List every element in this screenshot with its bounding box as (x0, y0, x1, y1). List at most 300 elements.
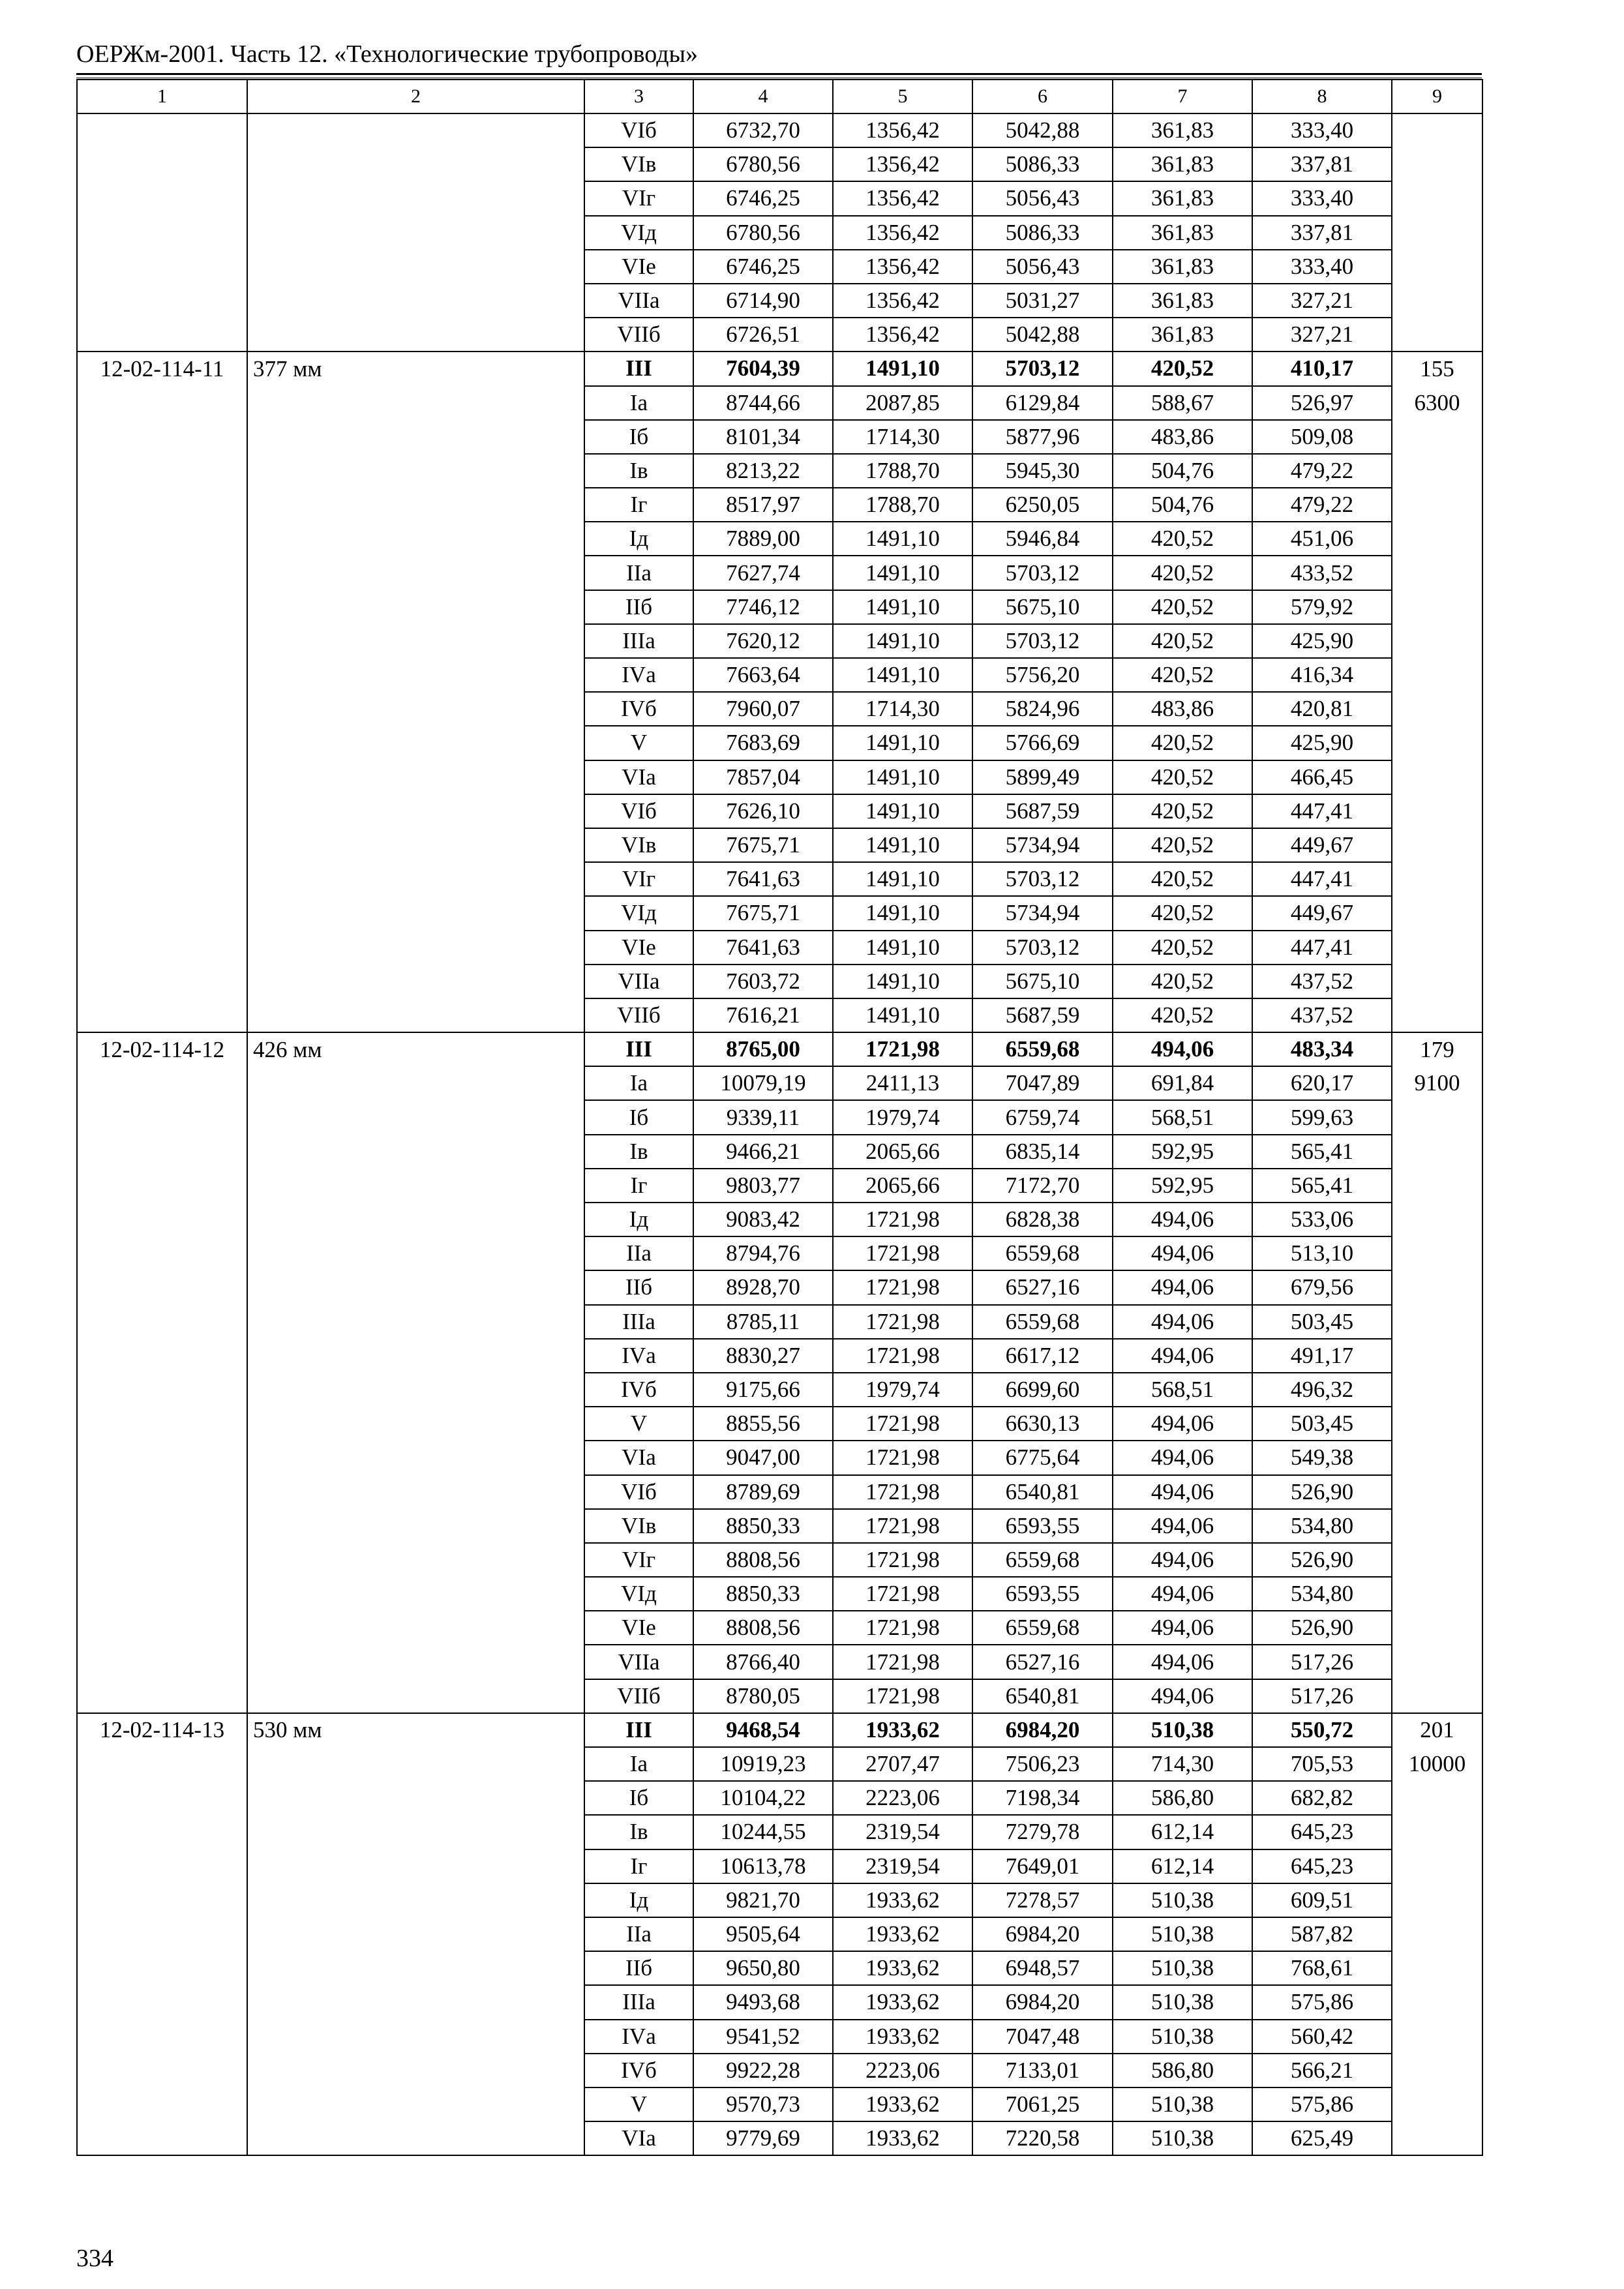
table-cell: 1356,42 (833, 284, 972, 318)
table-row (77, 386, 1482, 420)
table-cell: 1933,62 (833, 1883, 972, 1917)
column-header: 5 (833, 80, 972, 113)
table-cell: 416,34 (1252, 658, 1392, 692)
table-cell (1392, 896, 1482, 930)
table-cell (1392, 828, 1482, 862)
table-cell: 420,81 (1252, 692, 1392, 726)
table-cell: 503,45 (1252, 1305, 1392, 1339)
column-number-row (77, 80, 1482, 113)
table-cell: 420,52 (1113, 726, 1252, 760)
table-cell (247, 488, 584, 522)
table-cell (247, 1100, 584, 1134)
table-cell: 6593,55 (972, 1577, 1113, 1611)
table-cell: 705,53 (1252, 1747, 1392, 1781)
table-cell (1392, 1645, 1482, 1679)
table-row (77, 1883, 1482, 1917)
table-cell: 612,14 (1113, 1849, 1252, 1883)
table-cell (1392, 181, 1482, 215)
table-cell: 530 мм (247, 1713, 584, 1747)
table-row (77, 522, 1482, 556)
table-cell (1392, 556, 1482, 590)
table-row (77, 1066, 1482, 1100)
table-cell: 447,41 (1252, 862, 1392, 896)
table-cell: 6527,16 (972, 1645, 1113, 1679)
table-cell (77, 828, 247, 862)
column-header: 1 (77, 80, 247, 113)
table-cell (1392, 1543, 1482, 1577)
table-row (77, 147, 1482, 181)
table-cell: 1714,30 (833, 420, 972, 454)
table-cell (247, 794, 584, 828)
table-cell (77, 760, 247, 794)
table-cell (247, 454, 584, 488)
table-cell (1392, 1509, 1482, 1543)
table-cell: 494,06 (1113, 1645, 1252, 1679)
table-row (77, 2087, 1482, 2121)
table-cell: 504,76 (1113, 454, 1252, 488)
table-cell (77, 862, 247, 896)
table-cell (247, 1236, 584, 1270)
table-cell: 6699,60 (972, 1373, 1113, 1407)
table-cell: 1491,10 (833, 624, 972, 658)
table-cell: 526,90 (1252, 1611, 1392, 1645)
table-cell: 361,83 (1113, 318, 1252, 352)
table-cell: VIIа (584, 1645, 693, 1679)
table-cell: 599,63 (1252, 1100, 1392, 1134)
table-cell (1392, 1951, 1482, 1985)
table-cell (77, 1339, 247, 1373)
table-cell: 333,40 (1252, 113, 1392, 147)
table-cell (247, 113, 584, 147)
table-cell: 8789,69 (693, 1475, 833, 1509)
table-cell: 494,06 (1113, 1679, 1252, 1713)
table-cell: 1933,62 (833, 1917, 972, 1951)
table-row (77, 1645, 1482, 1679)
table-cell (247, 2121, 584, 2155)
table-cell: 5756,20 (972, 658, 1113, 692)
table-row (77, 692, 1482, 726)
table-cell (247, 1407, 584, 1441)
table-cell (247, 318, 584, 352)
table-cell: 560,42 (1252, 2020, 1392, 2054)
table-cell (247, 1645, 584, 1679)
table-cell: 1491,10 (833, 556, 972, 590)
table-cell: 494,06 (1113, 1203, 1252, 1236)
table-cell (77, 1611, 247, 1645)
table-cell (1392, 250, 1482, 284)
table-cell (247, 1815, 584, 1849)
table-cell: 7889,00 (693, 522, 833, 556)
table-cell (247, 1577, 584, 1611)
table-cell: VIб (584, 1475, 693, 1509)
table-cell: VIа (584, 760, 693, 794)
table-cell: 447,41 (1252, 931, 1392, 965)
table-cell: 5031,27 (972, 284, 1113, 318)
table-row (77, 1032, 1482, 1066)
table-cell: 6630,13 (972, 1407, 1113, 1441)
table-cell: 1491,10 (833, 726, 972, 760)
table-cell: 5899,49 (972, 760, 1113, 794)
table-cell: 6984,20 (972, 1713, 1113, 1747)
table-cell: 1721,98 (833, 1339, 972, 1373)
table-cell: 2707,47 (833, 1747, 972, 1781)
table-cell (1392, 1815, 1482, 1849)
table-cell: 420,52 (1113, 556, 1252, 590)
table-cell: 6559,68 (972, 1543, 1113, 1577)
table-row (77, 1169, 1482, 1203)
table-cell (247, 862, 584, 896)
table-cell: 483,34 (1252, 1032, 1392, 1066)
table-cell: 5703,12 (972, 556, 1113, 590)
table-row (77, 250, 1482, 284)
table-cell (247, 1509, 584, 1543)
table-cell: 7278,57 (972, 1883, 1113, 1917)
table-cell (247, 2054, 584, 2087)
table-cell (77, 1373, 247, 1407)
table-cell: 2065,66 (833, 1135, 972, 1169)
table-cell (77, 1305, 247, 1339)
table-cell: Iа (584, 1066, 693, 1100)
table-cell: Iб (584, 1100, 693, 1134)
table-cell: 420,52 (1113, 998, 1252, 1032)
table-cell: 9100 (1392, 1066, 1482, 1100)
table-cell: 466,45 (1252, 760, 1392, 794)
table-cell (247, 896, 584, 930)
table-cell: 9047,00 (693, 1441, 833, 1474)
table-cell: 2223,06 (833, 1781, 972, 1815)
table-cell: 533,06 (1252, 1203, 1392, 1236)
table-cell (1392, 1373, 1482, 1407)
table-cell: IVб (584, 692, 693, 726)
table-row (77, 1509, 1482, 1543)
table-cell: 8830,27 (693, 1339, 833, 1373)
table-cell (247, 1305, 584, 1339)
table-cell (77, 181, 247, 215)
table-cell: 5086,33 (972, 216, 1113, 250)
table-cell: 6775,64 (972, 1441, 1113, 1474)
table-cell: 1721,98 (833, 1611, 972, 1645)
table-cell (247, 250, 584, 284)
table-cell: VIг (584, 862, 693, 896)
table-cell (247, 1747, 584, 1781)
table-cell: VIа (584, 2121, 693, 2155)
table-cell (77, 1441, 247, 1474)
table-cell: 8766,40 (693, 1645, 833, 1679)
table-cell: 5734,94 (972, 896, 1113, 930)
table-cell (247, 828, 584, 862)
table-cell: 620,17 (1252, 1066, 1392, 1100)
table-cell: 5703,12 (972, 862, 1113, 896)
table-cell: IVа (584, 1339, 693, 1373)
table-cell: Iв (584, 1815, 693, 1849)
table-row (77, 828, 1482, 862)
table-cell: 509,08 (1252, 420, 1392, 454)
table-cell: 526,97 (1252, 386, 1392, 420)
table-row (77, 1373, 1482, 1407)
table-cell (247, 1543, 584, 1577)
table-cell: VIд (584, 216, 693, 250)
table-row (77, 1679, 1482, 1713)
table-cell: 6835,14 (972, 1135, 1113, 1169)
table-cell: 5703,12 (972, 352, 1113, 385)
table-cell: VIIб (584, 1679, 693, 1713)
table-cell (247, 1373, 584, 1407)
table-cell: VIIа (584, 284, 693, 318)
table-cell: VIд (584, 896, 693, 930)
table-cell (77, 2054, 247, 2087)
table-cell: Iа (584, 386, 693, 420)
table-cell: 9803,77 (693, 1169, 833, 1203)
table-cell: IVб (584, 1373, 693, 1407)
table-cell: 568,51 (1113, 1373, 1252, 1407)
table-cell: 510,38 (1113, 2020, 1252, 2054)
table-cell: 494,06 (1113, 1509, 1252, 1543)
table-cell: 420,52 (1113, 794, 1252, 828)
table-cell (1392, 1849, 1482, 1883)
table-cell: 1721,98 (833, 1475, 972, 1509)
table-cell: 494,06 (1113, 1577, 1252, 1611)
table-cell (1392, 420, 1482, 454)
table-cell: 7133,01 (972, 2054, 1113, 2087)
table-cell (1392, 1781, 1482, 1815)
table-row (77, 1100, 1482, 1134)
table-cell: 510,38 (1113, 2087, 1252, 2121)
table-row (77, 1917, 1482, 1951)
table-cell: VIг (584, 181, 693, 215)
table-cell: 592,95 (1113, 1169, 1252, 1203)
table-cell: 9339,11 (693, 1100, 833, 1134)
table-cell: 491,17 (1252, 1339, 1392, 1373)
table-cell: IIб (584, 590, 693, 624)
header-rule (76, 73, 1482, 78)
table-cell: 568,51 (1113, 1100, 1252, 1134)
table-cell (247, 1135, 584, 1169)
table-cell: 5042,88 (972, 318, 1113, 352)
table-cell (77, 896, 247, 930)
table-cell: 8744,66 (693, 386, 833, 420)
table-cell: V (584, 2087, 693, 2121)
table-cell: 645,23 (1252, 1815, 1392, 1849)
table-cell: 5056,43 (972, 250, 1113, 284)
table-cell: 510,38 (1113, 1713, 1252, 1747)
table-cell: 1491,10 (833, 590, 972, 624)
table-cell (77, 1066, 247, 1100)
column-header: 9 (1392, 80, 1482, 113)
table-row (77, 2054, 1482, 2087)
table-cell (1392, 318, 1482, 352)
column-header: 8 (1252, 80, 1392, 113)
table-cell: 9570,73 (693, 2087, 833, 2121)
table-cell (1392, 931, 1482, 965)
table-cell: 549,38 (1252, 1441, 1392, 1474)
table-cell: 10919,23 (693, 1747, 833, 1781)
table-cell (1392, 998, 1482, 1032)
table-cell: IIа (584, 1917, 693, 1951)
table-cell (1392, 1407, 1482, 1441)
table-cell: 7649,01 (972, 1849, 1113, 1883)
table-cell: 526,90 (1252, 1475, 1392, 1509)
table-cell: 420,52 (1113, 862, 1252, 896)
table-row (77, 420, 1482, 454)
table-cell: 1356,42 (833, 181, 972, 215)
table-cell (247, 284, 584, 318)
table-cell: 361,83 (1113, 181, 1252, 215)
table-cell (247, 386, 584, 420)
table-cell (247, 965, 584, 998)
table-cell: 8850,33 (693, 1577, 833, 1611)
table-cell: 494,06 (1113, 1543, 1252, 1577)
table-cell: 6540,81 (972, 1679, 1113, 1713)
table-cell: 9493,68 (693, 1985, 833, 2019)
table-cell: 5703,12 (972, 624, 1113, 658)
table-cell: 6617,12 (972, 1339, 1113, 1373)
table-row (77, 760, 1482, 794)
table-cell: Iд (584, 522, 693, 556)
table-cell: 5675,10 (972, 965, 1113, 998)
table-cell (77, 556, 247, 590)
table-cell: 517,26 (1252, 1679, 1392, 1713)
table-cell: 494,06 (1113, 1032, 1252, 1066)
table-cell: 361,83 (1113, 113, 1252, 147)
table-cell: 12-02-114-13 (77, 1713, 247, 1747)
table-cell: 361,83 (1113, 147, 1252, 181)
table-cell (77, 1236, 247, 1270)
table-cell: 510,38 (1113, 1951, 1252, 1985)
table-cell: 8780,05 (693, 1679, 833, 1713)
table-cell: 8785,11 (693, 1305, 833, 1339)
table-row (77, 1985, 1482, 2019)
table-cell: 5042,88 (972, 113, 1113, 147)
table-cell: IVа (584, 658, 693, 692)
table-cell: 592,95 (1113, 1135, 1252, 1169)
table-row (77, 1441, 1482, 1474)
table-cell (77, 1679, 247, 1713)
table-cell: VIб (584, 794, 693, 828)
table-cell: 2087,85 (833, 386, 972, 420)
table-cell (247, 420, 584, 454)
table-cell (77, 1169, 247, 1203)
table-row (77, 454, 1482, 488)
table-cell: 7047,48 (972, 2020, 1113, 2054)
table-cell (77, 931, 247, 965)
table-cell: 9650,80 (693, 1951, 833, 1985)
table-cell: IIIа (584, 624, 693, 658)
price-table (76, 79, 1483, 2156)
table-cell: III (584, 352, 693, 385)
table-cell: 426 мм (247, 1032, 584, 1066)
column-header: 7 (1113, 80, 1252, 113)
table-cell: 510,38 (1113, 2121, 1252, 2155)
table-cell: 1933,62 (833, 1713, 972, 1747)
table-cell (1392, 1577, 1482, 1611)
table-row (77, 1407, 1482, 1441)
table-cell: 12-02-114-12 (77, 1032, 247, 1066)
table-cell: Iг (584, 488, 693, 522)
table-cell (77, 1917, 247, 1951)
table-cell (77, 1100, 247, 1134)
table-cell (77, 1747, 247, 1781)
table-row (77, 1781, 1482, 1815)
table-cell: 6984,20 (972, 1917, 1113, 1951)
table-cell (77, 1849, 247, 1883)
table-row (77, 1951, 1482, 1985)
table-cell: 425,90 (1252, 624, 1392, 658)
table-cell (77, 1577, 247, 1611)
table-cell: 1721,98 (833, 1509, 972, 1543)
table-cell (1392, 760, 1482, 794)
table-cell: 714,30 (1113, 1747, 1252, 1781)
table-cell: 5675,10 (972, 590, 1113, 624)
table-cell: 6828,38 (972, 1203, 1113, 1236)
table-row (77, 931, 1482, 965)
table-cell (77, 454, 247, 488)
table-cell: VIв (584, 1509, 693, 1543)
table-cell: IIб (584, 1951, 693, 1985)
table-cell: 410,17 (1252, 352, 1392, 385)
table-cell: 494,06 (1113, 1236, 1252, 1270)
table-row (77, 1713, 1482, 1747)
table-cell: 494,06 (1113, 1475, 1252, 1509)
table-cell: Iв (584, 454, 693, 488)
table-cell: 447,41 (1252, 794, 1392, 828)
table-cell (247, 522, 584, 556)
table-cell: 6540,81 (972, 1475, 1113, 1509)
table-cell (247, 147, 584, 181)
table-cell: 5946,84 (972, 522, 1113, 556)
table-cell (1392, 284, 1482, 318)
table-row (77, 113, 1482, 147)
table-cell: 433,52 (1252, 556, 1392, 590)
table-cell (1392, 216, 1482, 250)
table-cell (77, 624, 247, 658)
table-cell: 9175,66 (693, 1373, 833, 1407)
table-cell: 6559,68 (972, 1236, 1113, 1270)
table-cell: 2411,13 (833, 1066, 972, 1100)
table-cell: 449,67 (1252, 896, 1392, 930)
table-cell: 9083,42 (693, 1203, 833, 1236)
table-cell: 10079,19 (693, 1066, 833, 1100)
table-cell: 6948,57 (972, 1951, 1113, 1985)
table-row (77, 590, 1482, 624)
table-cell: 1721,98 (833, 1543, 972, 1577)
table-cell: 1491,10 (833, 998, 972, 1032)
table-row (77, 352, 1482, 385)
table-cell: 10104,22 (693, 1781, 833, 1815)
table-cell (1392, 2087, 1482, 2121)
table-cell: 7626,10 (693, 794, 833, 828)
table-cell: 420,52 (1113, 760, 1252, 794)
table-cell: Iд (584, 1203, 693, 1236)
table-cell (247, 1985, 584, 2019)
table-row (77, 965, 1482, 998)
table-cell (247, 556, 584, 590)
table-cell: 377 мм (247, 352, 584, 385)
table-row (77, 216, 1482, 250)
table-cell: 1491,10 (833, 794, 972, 828)
table-cell: IIа (584, 1236, 693, 1270)
table-row (77, 2020, 1482, 2054)
table-cell: 1721,98 (833, 1407, 972, 1441)
table-cell: 2319,54 (833, 1815, 972, 1849)
table-cell: 565,41 (1252, 1169, 1392, 1203)
table-cell: 1721,98 (833, 1203, 972, 1236)
table-row (77, 896, 1482, 930)
table-cell: VIIб (584, 998, 693, 1032)
table-cell (247, 998, 584, 1032)
table-cell: 625,49 (1252, 2121, 1392, 2155)
table-cell: 1933,62 (833, 2020, 972, 2054)
table-cell: 7220,58 (972, 2121, 1113, 2155)
